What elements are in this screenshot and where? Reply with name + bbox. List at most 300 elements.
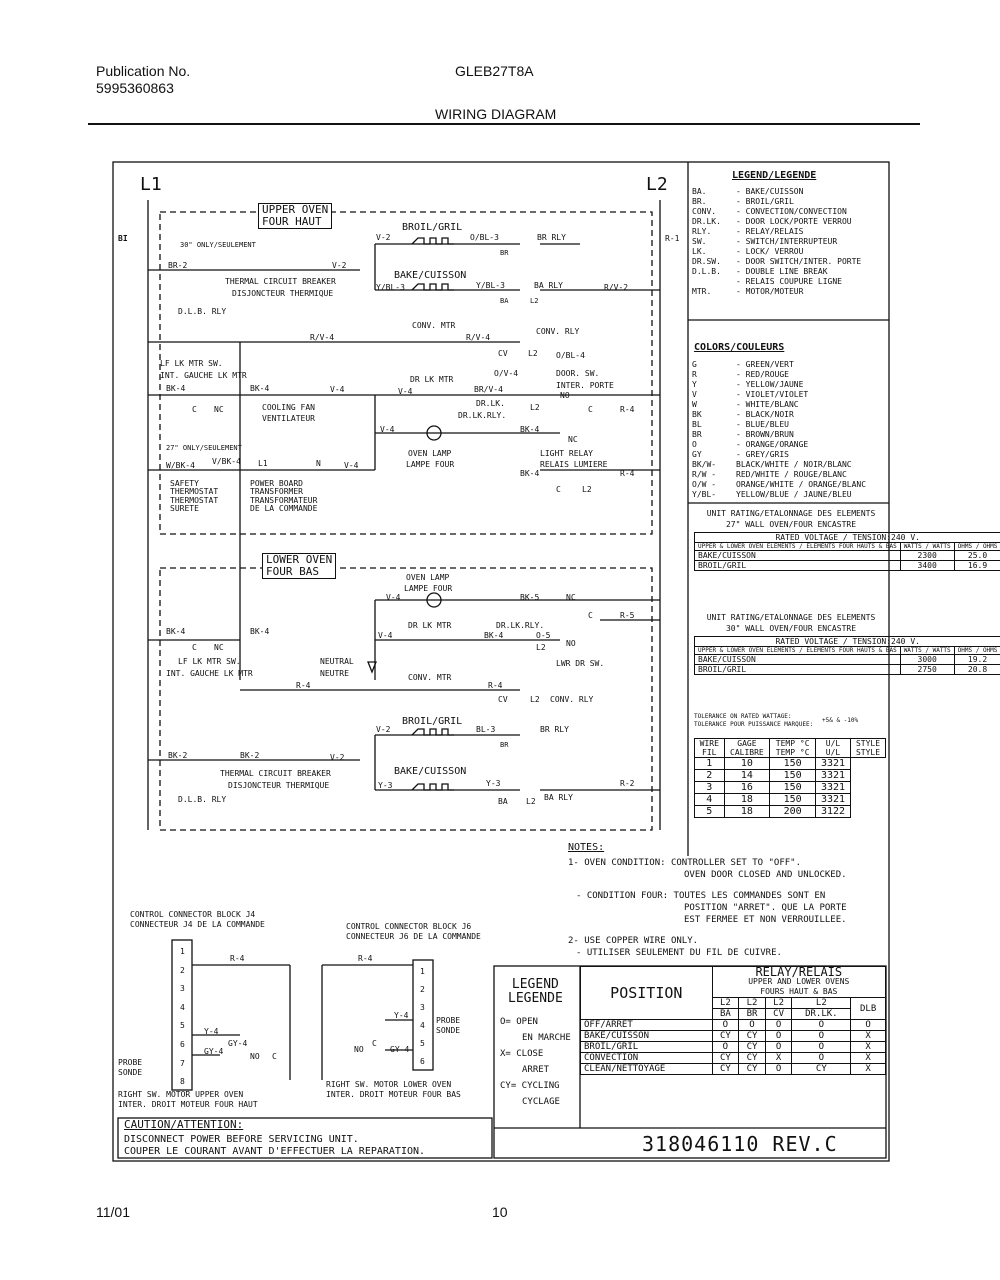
nc-light: NC xyxy=(568,435,578,444)
legend-key: D.L.B. xyxy=(692,267,721,276)
r-v2: R/V-2 xyxy=(604,283,629,292)
probe-j6-l1: PROBE xyxy=(436,1016,461,1025)
wire-cell: 3321 xyxy=(816,794,851,806)
dlb-lower: D.L.B. RLY xyxy=(178,795,227,804)
bk4-lower-b: BK-4 xyxy=(250,627,270,636)
j4-pin: 4 xyxy=(180,1002,185,1012)
bl3-lower: BL-3 xyxy=(476,725,496,734)
j6-pin: 1 xyxy=(420,967,425,976)
color-value: - GREEN/VERT xyxy=(736,360,794,369)
relay-col-top: L2 xyxy=(765,998,792,1009)
rating30-bake-ohms: 19.2 xyxy=(954,655,1000,665)
wire-row xyxy=(695,794,886,806)
wire-cell: 18 xyxy=(724,794,770,806)
legend-value: - DOUBLE LINE BREAK xyxy=(736,267,828,276)
wire-head-fr: FIL xyxy=(702,748,717,757)
relay-cell: CY xyxy=(739,1053,766,1064)
color-key: O xyxy=(692,440,697,449)
j4-pin: 3 xyxy=(180,984,185,994)
relay-row xyxy=(581,1031,886,1042)
caution-title: CAUTION/ATTENTION: xyxy=(124,1118,244,1131)
color-item xyxy=(692,380,866,390)
dr-lk-mtr-upper: DR LK MTR xyxy=(410,375,454,384)
v2-upper-b: V-2 xyxy=(332,261,347,270)
note-1-fr-c: EST FERMEE ET NON VERROUILLEE. xyxy=(684,915,847,925)
j6-c: C xyxy=(372,1039,377,1048)
j4-no: NO xyxy=(250,1052,260,1061)
wire-row xyxy=(695,806,886,818)
legend-value: - RELAIS COUPURE LIGNE xyxy=(736,277,842,286)
lwr-dr-sw: LWR DR SW. xyxy=(556,659,605,668)
rating30-head-elements: UPPER & LOWER OVEN ELEMENTS / ELEMENTS FOUR HAUTS & BAS xyxy=(695,647,901,655)
color-item xyxy=(692,490,866,500)
l2-lower-drlk: L2 xyxy=(536,643,546,652)
o5: O-5 xyxy=(536,631,551,640)
power-board xyxy=(250,480,317,514)
j4-pin: 2 xyxy=(180,965,185,975)
rating30-head-ohms: OHMS / OHMS xyxy=(954,647,1000,655)
publication-label: Publication No. xyxy=(96,63,191,79)
rating27-bake-ohms: 25.0 xyxy=(954,551,1000,561)
dr-lk-rly: DR.LK.RLY. xyxy=(458,411,507,420)
legend-key xyxy=(692,277,736,287)
only-27: 27" ONLY/SEULEMENT xyxy=(166,444,242,452)
br2-upper: BR-2 xyxy=(168,261,188,270)
ba-lower: BA xyxy=(498,797,508,806)
probe-j4-l2: SONDE xyxy=(118,1068,143,1077)
color-key: BL xyxy=(692,420,702,429)
y-bl3-b: Y/BL-3 xyxy=(476,281,505,290)
r-v4-a: R/V-4 xyxy=(310,333,335,342)
power-board-l3: TRANSFORMATEUR xyxy=(250,495,318,505)
legend-key: SW. xyxy=(692,237,707,246)
legend-en-marche: EN MARCHE xyxy=(522,1033,571,1043)
v4-lamp: V-4 xyxy=(380,425,395,434)
wire-head-cell xyxy=(695,739,725,758)
power-board-l1: POWER BOARD xyxy=(250,479,303,488)
safety-l3: THERMOSTAT xyxy=(170,495,219,505)
relay-row-label: CLEAN/NETTOYAGE xyxy=(581,1064,713,1075)
legend-value: - MOTOR/MOTEUR xyxy=(736,287,804,296)
wire-cell: 3 xyxy=(695,782,725,794)
wire-cell: 2 xyxy=(695,770,725,782)
j6-pin: 3 xyxy=(420,1003,425,1012)
rating30-bake-watts: 3000 xyxy=(900,655,954,665)
wire-head-en: WIRE xyxy=(699,739,719,748)
wire-cell: 14 xyxy=(724,770,770,782)
relay-cell: CY xyxy=(712,1064,739,1075)
tolerance-l1: TOLERANCE ON RATED WATTAGE: xyxy=(694,713,792,720)
j6-r4: R-4 xyxy=(358,954,373,963)
relay-cell: CY xyxy=(712,1031,739,1042)
safety-l2: THERMOSTAT xyxy=(170,487,219,497)
wire-head-fr: U/L xyxy=(825,748,841,757)
bk4-upper-b: BK-4 xyxy=(250,384,270,393)
r4-upper: R-4 xyxy=(620,405,635,414)
j6-title-l2: CONNECTEUR J6 DE LA COMMANDE xyxy=(346,932,481,941)
rating27-voltage: RATED VOLTAGE / TENSION:240 V. xyxy=(695,533,1000,543)
bake-upper: BAKE/CUISSON xyxy=(394,270,467,281)
right-sw-lower-l1: RIGHT SW. MOTOR LOWER OVEN xyxy=(326,1080,452,1089)
j4-gy4-b: GY-4 xyxy=(228,1039,248,1048)
broil-upper: BROIL/GRIL xyxy=(402,222,463,233)
legend-item xyxy=(692,217,861,227)
part-number: 318046110 REV.C xyxy=(642,1132,838,1156)
safety-l4: SURETE xyxy=(170,504,199,514)
legend-arret: ARRET xyxy=(522,1065,550,1075)
lampe-four-upper: LAMPE FOUR xyxy=(406,460,455,469)
color-item xyxy=(692,450,866,460)
model-number: GLEB27T8A xyxy=(455,63,534,79)
wire-head-fr: CALIBRE xyxy=(730,748,764,757)
wire-head-fr: TEMP °C xyxy=(775,748,810,757)
color-item xyxy=(692,470,866,480)
r5: R-5 xyxy=(620,611,635,620)
l2-drlk: L2 xyxy=(530,403,540,412)
relay-legend-title xyxy=(508,978,563,1006)
dr-lk-rly-lower: DR.LK.RLY. xyxy=(496,621,545,630)
conv-rly-lower: CONV. RLY xyxy=(550,695,594,704)
relay-cell: X xyxy=(851,1053,886,1064)
wire-cell: 4 xyxy=(695,794,725,806)
v2-lower: V-2 xyxy=(376,725,391,734)
legend-cyclage: CYCLAGE xyxy=(522,1097,560,1107)
y3-b: Y-3 xyxy=(486,779,501,788)
o-bl3: O/BL-3 xyxy=(470,233,499,242)
legend-close: X= CLOSE xyxy=(500,1049,544,1059)
legend-item xyxy=(692,257,861,267)
relay-row xyxy=(581,1042,886,1053)
wire-cell: 3122 xyxy=(816,806,851,818)
legend-key: DR.SW. xyxy=(692,257,721,266)
rating30-title-l2: 30" WALL OVEN/FOUR ENCASTRE xyxy=(725,624,857,633)
j4-r4: R-4 xyxy=(230,954,245,963)
relay-col-bottom: BR xyxy=(739,1009,766,1020)
caution-line-2: COUPER LE COURANT AVANT D'EFFECTUER LA REPARATION. xyxy=(124,1146,426,1157)
rating27-head-watts: WATTS / WATTS xyxy=(900,543,954,551)
o-bl4: O/BL-4 xyxy=(556,351,585,360)
lf-lk-upper: LF LK MTR SW. xyxy=(160,359,223,368)
relay-legend-title-en: LEGEND xyxy=(511,977,559,992)
notes-title: NOTES: xyxy=(568,842,605,853)
wire-head-cell xyxy=(851,739,886,758)
color-item xyxy=(692,440,866,450)
j4-title-l1: CONTROL CONNECTOR BLOCK J4 xyxy=(130,910,256,919)
relay-cell: CY xyxy=(739,1064,766,1075)
color-key: R xyxy=(692,370,697,379)
upper-oven-box xyxy=(258,203,332,229)
lampe-four-lower: LAMPE FOUR xyxy=(404,584,453,593)
relay-position-header: POSITION xyxy=(581,967,713,1020)
relay-cell: CY xyxy=(792,1064,851,1075)
v-bk4: V/BK-4 xyxy=(212,457,241,466)
br-rly-lower: BR RLY xyxy=(540,725,569,734)
relay-row xyxy=(581,1020,886,1031)
relay-cell: X xyxy=(851,1042,886,1053)
relay-row-label: CONVECTION xyxy=(581,1053,713,1064)
tolerance xyxy=(694,713,813,729)
color-item xyxy=(692,360,866,370)
bk4-upper-a: BK-4 xyxy=(166,384,186,393)
legend-list xyxy=(692,187,861,297)
wire-row xyxy=(695,758,886,770)
caution-line-1: DISCONNECT POWER BEFORE SERVICING UNIT. xyxy=(124,1134,359,1145)
ventilateur: VENTILATEUR xyxy=(262,414,315,423)
v4-board: V-4 xyxy=(344,461,359,470)
bi-label: BI xyxy=(118,234,128,243)
color-key: Y/BL- xyxy=(692,490,717,499)
footer-date: 11/01 xyxy=(96,1204,130,1220)
note-1-fr-b: POSITION "ARRET". QUE LA PORTE xyxy=(684,903,847,913)
j6-pins xyxy=(420,963,425,1071)
note-2-fr: - UTILISER SEULEMENT DU FIL DE CUIVRE. xyxy=(576,948,782,958)
br-rly-upper: BR RLY xyxy=(537,233,566,242)
wire-row xyxy=(695,782,886,794)
j6-no: NO xyxy=(354,1045,364,1054)
wire-cell: 3321 xyxy=(816,782,851,794)
dt-lower: DISJONCTEUR THERMIQUE xyxy=(228,781,330,790)
rating27-table xyxy=(694,532,1000,571)
o-v4: O/V-4 xyxy=(494,369,519,378)
power-board-l2: TRANSFORMER xyxy=(250,487,303,497)
c-light: C xyxy=(556,485,561,494)
v4-upper-a: V-4 xyxy=(330,385,345,394)
j4-gy4: GY-4 xyxy=(204,1047,224,1056)
rating30-broil: BROIL/GRIL xyxy=(695,665,901,675)
l2-ba-upper: L2 xyxy=(530,297,539,305)
legend-item xyxy=(692,227,861,237)
v2-upper: V-2 xyxy=(376,233,391,242)
bk2-lower-a: BK-2 xyxy=(168,751,188,760)
bk5: BK-5 xyxy=(520,593,540,602)
upper-oven-fr: FOUR HAUT xyxy=(262,215,322,229)
relay-col-top: L2 xyxy=(712,998,739,1009)
caution-text xyxy=(124,1134,425,1158)
wire-head-cell xyxy=(816,739,851,758)
wire-cell: 200 xyxy=(770,806,816,818)
legend-title: LEGEND/LEGENDE xyxy=(732,170,817,181)
relay-subtitle-1: UPPER AND LOWER OVENS xyxy=(748,977,850,986)
inter-porte: INTER. PORTE xyxy=(556,381,614,390)
legend-open: O= OPEN xyxy=(500,1017,538,1027)
section-title: WIRING DIAGRAM xyxy=(435,106,557,122)
rating30-title-l1: UNIT RATING/ETALONNAGE DES ELEMENTS xyxy=(706,613,876,622)
ba-upper: BA xyxy=(500,297,509,305)
legend-item xyxy=(692,187,861,197)
relay-cell: O xyxy=(851,1020,886,1031)
j6-title xyxy=(346,922,481,942)
color-value: RED/WHITE / ROUGE/BLANC xyxy=(736,470,847,479)
v2-lower-b: V-2 xyxy=(330,753,345,762)
wire-head-fr: STYLE xyxy=(855,748,881,757)
rating27-bake: BAKE/CUISSON xyxy=(695,551,901,561)
color-value: ORANGE/WHITE / ORANGE/BLANC xyxy=(736,480,867,489)
oven-lamp-upper: OVEN LAMP xyxy=(408,449,452,458)
wire-cell: 150 xyxy=(770,794,816,806)
relay-cell: O xyxy=(739,1020,766,1031)
r4-lower-conv: R-4 xyxy=(488,681,503,690)
color-item xyxy=(692,480,866,490)
color-key: BK xyxy=(692,410,702,419)
j4-pins xyxy=(180,943,185,1092)
lower-oven-en: LOWER OVEN xyxy=(266,553,333,566)
color-key: BK/W- xyxy=(692,460,717,469)
j4-c: C xyxy=(272,1052,277,1061)
wire-cell: 3321 xyxy=(816,758,851,770)
color-key: Y xyxy=(692,380,697,389)
color-item xyxy=(692,410,866,420)
relay-col-bottom: CV xyxy=(765,1009,792,1020)
j4-pin: 5 xyxy=(180,1021,185,1031)
tolerance-l2: TOLERANCE POUR PUISSANCE MARQUEE: xyxy=(694,721,814,728)
bk4-lower-a: BK-4 xyxy=(166,627,186,636)
wire-cell: 150 xyxy=(770,782,816,794)
wire-head-en: U/L xyxy=(825,739,841,748)
relay-title-row xyxy=(581,967,886,998)
j4-pin: 6 xyxy=(180,1039,185,1049)
legend-value: - CONVECTION/CONVECTION xyxy=(736,207,847,216)
rating30-head-watts: WATTS / WATTS xyxy=(900,647,954,655)
relay-cell: O xyxy=(792,1042,851,1053)
wire-cell: 150 xyxy=(770,770,816,782)
br-upper: BR xyxy=(500,249,509,257)
color-key: BR xyxy=(692,430,702,439)
legend-value: - LOCK/ VERROU xyxy=(736,247,804,256)
dr-lk: DR.LK. xyxy=(476,399,505,408)
lf-lk-lower: LF LK MTR SW. xyxy=(178,657,241,666)
conv-mtr-lower: CONV. MTR xyxy=(408,673,452,682)
relay-legend-title-fr: LEGENDE xyxy=(508,991,563,1006)
relay-cell: O xyxy=(712,1020,739,1031)
color-key: GY xyxy=(692,450,702,459)
legend-value: - DOOR SWITCH/INTER. PORTE xyxy=(736,257,862,266)
l1-board: L1 xyxy=(258,459,268,468)
wire-cell: 16 xyxy=(724,782,770,794)
rating30-voltage: RATED VOLTAGE / TENSION:240 V. xyxy=(695,637,1000,647)
wire-table xyxy=(694,738,886,818)
probe-j4-l1: PROBE xyxy=(118,1058,143,1067)
legend-key: CONV. xyxy=(692,207,717,216)
relay-cell: O xyxy=(712,1042,739,1053)
relay-cell: CY xyxy=(739,1031,766,1042)
legend-value: - SWITCH/INTERRUPTEUR xyxy=(736,237,838,246)
right-sw-upper xyxy=(118,1090,258,1110)
relay-title: RELAY/RELAIS xyxy=(755,965,843,979)
probe-j4 xyxy=(118,1058,142,1078)
rating27-title xyxy=(696,508,886,530)
wire-cell: 10 xyxy=(724,758,770,770)
n-board: N xyxy=(316,459,321,468)
rating30-broil-ohms: 20.8 xyxy=(954,665,1000,675)
colors-list xyxy=(692,360,866,500)
nc-lower-lf: NC xyxy=(214,643,224,652)
publication-number: 5995360863 xyxy=(96,80,174,96)
rating27-head-elements: UPPER & LOWER OVEN ELEMENTS / ELEMENTS FOUR HAUTS & BAS xyxy=(695,543,901,551)
j4-title xyxy=(130,910,265,930)
y-bl3-a: Y/BL-3 xyxy=(376,283,405,292)
wire-row xyxy=(695,770,886,782)
legend-value: - DOOR LOCK/PORTE VERROU xyxy=(736,217,852,226)
j6-title-l1: CONTROL CONNECTOR BLOCK J6 xyxy=(346,922,472,931)
v4-lower: V-4 xyxy=(378,631,393,640)
j6-pin: 6 xyxy=(420,1057,425,1066)
relay-subtitle-2: FOURS HAUT & BAS xyxy=(760,987,838,996)
legend-item xyxy=(692,247,861,257)
color-item xyxy=(692,390,866,400)
color-key: W xyxy=(692,400,697,409)
y3-a: Y-3 xyxy=(378,781,393,790)
probe-j6-l2: SONDE xyxy=(436,1026,461,1035)
legend-value: - BROIL/GRIL xyxy=(736,197,794,206)
relay-cell: O xyxy=(765,1031,792,1042)
c-upper: C xyxy=(192,405,197,414)
j4-title-l2: CONNECTEUR J4 DE LA COMMANDE xyxy=(130,920,265,929)
relay-cell: O xyxy=(765,1064,792,1075)
color-value: - WHITE/BLANC xyxy=(736,400,799,409)
wire-cell: 150 xyxy=(770,758,816,770)
l1-label: L1 xyxy=(140,174,162,195)
legend-item xyxy=(692,237,861,247)
note-1-fr: - CONDITION FOUR: TOUTES LES COMMANDES SONT EN xyxy=(576,891,826,901)
lower-oven-fr: FOUR BAS xyxy=(266,565,319,579)
relay-cell: X xyxy=(851,1031,886,1042)
wire-head-cell xyxy=(770,739,816,758)
l2-label: L2 xyxy=(646,174,668,195)
c-lower: C xyxy=(588,611,593,620)
wire-cell: 5 xyxy=(695,806,725,818)
color-key: O/W - xyxy=(692,480,717,489)
page-number: 10 xyxy=(492,1204,508,1220)
relay-row-label: BROIL/GRIL xyxy=(581,1042,713,1053)
dlb-upper: D.L.B. RLY xyxy=(178,307,227,316)
probe-j6 xyxy=(436,1016,460,1036)
w-bk4: W/BK-4 xyxy=(166,461,195,470)
wire-head-en: TEMP °C xyxy=(775,739,810,748)
light-relay: LIGHT RELAY xyxy=(540,449,593,458)
color-item xyxy=(692,460,866,470)
v4-upper-b: V-4 xyxy=(398,387,413,396)
j4-y4: Y-4 xyxy=(204,1027,219,1036)
color-value: - ORANGE/ORANGE xyxy=(736,440,809,449)
cv-lower: CV xyxy=(498,695,508,704)
bake-lower: BAKE/CUISSON xyxy=(394,766,467,777)
int-gauche-upper: INT. GAUCHE LK MTR xyxy=(160,371,247,380)
relay-cell: X xyxy=(765,1053,792,1064)
upper-oven-en: UPPER OVEN xyxy=(262,203,329,216)
legend-value: - BAKE/CUISSON xyxy=(736,187,804,196)
j6-y4: Y-4 xyxy=(394,1011,409,1020)
r4-lower-neutral: R-4 xyxy=(296,681,311,690)
no-upper: NO xyxy=(560,391,570,400)
no-lower: NO xyxy=(566,639,576,648)
wire-head-row xyxy=(695,739,886,758)
color-item xyxy=(692,370,866,380)
nc-upper: NC xyxy=(214,405,224,414)
j6-gy4: GY-4 xyxy=(390,1045,410,1054)
neutre: NEUTRE xyxy=(320,669,349,678)
c-door: C xyxy=(588,405,593,414)
l2-light: L2 xyxy=(582,485,592,494)
br4-lower: BK-4 xyxy=(484,631,504,640)
color-key: R/W - xyxy=(692,470,717,479)
legend-key: BR. xyxy=(692,197,707,206)
note-2: 2- USE COPPER WIRE ONLY. xyxy=(568,936,699,946)
dr-lk-mtr-lower: DR LK MTR xyxy=(408,621,452,630)
color-value: - GREY/GRIS xyxy=(736,450,789,459)
legend-value: - RELAY/RELAIS xyxy=(736,227,804,236)
legend-key: RLY. xyxy=(692,227,712,236)
relay-col-bottom: DR.LK. xyxy=(792,1009,851,1020)
